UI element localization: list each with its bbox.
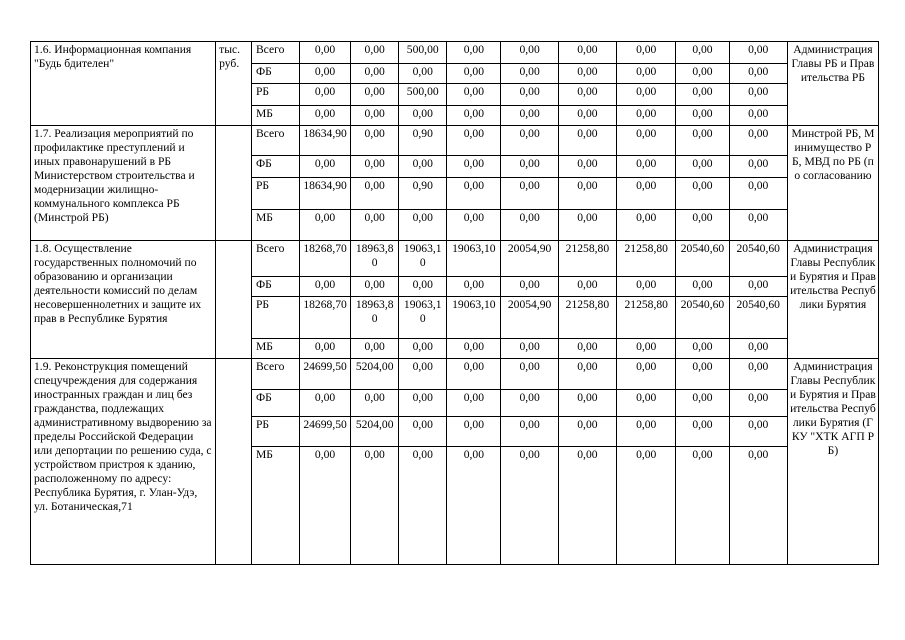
funding-source: МБ: [251, 210, 299, 241]
value-cell: 0,00: [300, 64, 351, 84]
funding-source: ФБ: [251, 390, 299, 417]
value-cell: 0,00: [501, 156, 558, 178]
value-cell: 20540,60: [729, 297, 787, 339]
table-body: [31, 42, 879, 565]
value-cell: 0,00: [676, 417, 729, 447]
value-cell: 0,00: [351, 106, 399, 126]
value-cell: 0,00: [351, 447, 399, 565]
value-cell: 0,00: [558, 42, 616, 64]
value-cell: 0,00: [617, 390, 676, 417]
value-cell: 0,00: [300, 42, 351, 64]
value-cell: 18268,70: [300, 241, 351, 277]
value-cell: 0,00: [351, 156, 399, 178]
value-cell: 0,00: [676, 359, 729, 390]
value-cell: 0,00: [558, 417, 616, 447]
value-cell: 0,00: [729, 210, 787, 241]
value-cell: 0,00: [558, 64, 616, 84]
value-cell: 0,00: [399, 417, 447, 447]
value-cell: 0,00: [617, 106, 676, 126]
value-cell: 0,00: [351, 84, 399, 106]
value-cell: 0,00: [501, 84, 558, 106]
value-cell: 0,00: [676, 277, 729, 297]
value-cell: 0,00: [447, 417, 501, 447]
value-cell: 0,00: [617, 447, 676, 565]
value-cell: 5204,00: [351, 417, 399, 447]
value-cell: 0,00: [617, 126, 676, 156]
value-cell: 20054,90: [501, 241, 558, 277]
value-cell: 0,00: [351, 210, 399, 241]
value-cell: 0,00: [300, 84, 351, 106]
executor-cell: Администрация Главы РБ и Правительства РБ: [787, 42, 878, 126]
value-cell: 0,00: [729, 359, 787, 390]
value-cell: 20540,60: [729, 241, 787, 277]
value-cell: 0,00: [617, 156, 676, 178]
value-cell: 0,00: [617, 417, 676, 447]
value-cell: 0,00: [351, 126, 399, 156]
value-cell: 0,00: [558, 178, 616, 210]
value-cell: 0,00: [447, 277, 501, 297]
value-cell: 0,00: [729, 84, 787, 106]
table-row: [31, 241, 879, 277]
value-cell: 0,00: [617, 64, 676, 84]
unit-cell: [216, 359, 252, 565]
value-cell: 0,00: [399, 359, 447, 390]
value-cell: 0,00: [300, 339, 351, 359]
unit-cell: тыс. руб.: [216, 42, 252, 126]
value-cell: 0,00: [617, 42, 676, 64]
funding-source: РБ: [251, 178, 299, 210]
value-cell: 0,00: [729, 178, 787, 210]
value-cell: 0,00: [351, 277, 399, 297]
value-cell: 0,00: [617, 277, 676, 297]
value-cell: 0,00: [558, 390, 616, 417]
value-cell: 0,00: [676, 447, 729, 565]
value-cell: 0,00: [351, 390, 399, 417]
value-cell: 0,00: [676, 339, 729, 359]
value-cell: 0,00: [501, 64, 558, 84]
value-cell: 0,00: [676, 106, 729, 126]
value-cell: 0,00: [300, 447, 351, 565]
funding-source: Всего: [251, 126, 299, 156]
value-cell: 0,00: [729, 106, 787, 126]
value-cell: 0,00: [676, 126, 729, 156]
value-cell: 0,00: [399, 339, 447, 359]
value-cell: 5204,00: [351, 359, 399, 390]
value-cell: 0,00: [501, 178, 558, 210]
value-cell: 0,00: [676, 210, 729, 241]
value-cell: 0,00: [447, 156, 501, 178]
value-cell: 19063,10: [399, 241, 447, 277]
funding-source: РБ: [251, 297, 299, 339]
executor-cell: Администрация Главы Республики Бурятия и Правительства Республики Бурятия: [787, 241, 878, 359]
value-cell: 20054,90: [501, 297, 558, 339]
executor-cell: Администрация Главы Республики Бурятия и Правительства Республики Бурятия (ГКУ "ХТК АГП РБ): [787, 359, 878, 565]
value-cell: 500,00: [399, 42, 447, 64]
funding-source: МБ: [251, 447, 299, 565]
value-cell: 0,00: [447, 390, 501, 417]
value-cell: 0,00: [351, 64, 399, 84]
funding-source: Всего: [251, 359, 299, 390]
value-cell: 0,00: [501, 390, 558, 417]
value-cell: 0,00: [447, 210, 501, 241]
table-row: [31, 42, 879, 64]
value-cell: 0,00: [501, 210, 558, 241]
value-cell: 0,00: [676, 84, 729, 106]
measure-name: 1.9. Реконструкция помещений спецучреждения для содержания иностранных граждан и лиц без гражданства, подлежащих административному выдворению за пределы Российской Федерации или депортации по решению суда, с устройством пристроя к зданию, расположенному по адресу: Республика Бурятия, г. Улан-Удэ, ул. Ботаническая,71: [31, 359, 216, 565]
value-cell: 18634,90: [300, 178, 351, 210]
value-cell: 21258,80: [617, 297, 676, 339]
funding-source: Всего: [251, 241, 299, 277]
value-cell: 0,00: [558, 277, 616, 297]
value-cell: 0,00: [558, 84, 616, 106]
value-cell: 19063,10: [447, 297, 501, 339]
value-cell: 0,00: [351, 42, 399, 64]
value-cell: 20540,60: [676, 241, 729, 277]
value-cell: 19063,10: [447, 241, 501, 277]
value-cell: 0,00: [501, 106, 558, 126]
value-cell: 0,00: [447, 339, 501, 359]
value-cell: 24699,50: [300, 417, 351, 447]
table-row: [31, 359, 879, 390]
value-cell: 0,00: [729, 339, 787, 359]
value-cell: 0,90: [399, 178, 447, 210]
value-cell: 0,00: [558, 359, 616, 390]
value-cell: 500,00: [399, 84, 447, 106]
funding-source: РБ: [251, 417, 299, 447]
executor-cell: Минстрой РБ, Минимущество РБ, МВД по РБ (по согласованию: [787, 126, 878, 241]
value-cell: 0,00: [558, 156, 616, 178]
value-cell: 20540,60: [676, 297, 729, 339]
value-cell: 0,00: [617, 359, 676, 390]
value-cell: 0,00: [501, 359, 558, 390]
value-cell: 0,00: [351, 339, 399, 359]
value-cell: 18634,90: [300, 126, 351, 156]
value-cell: 0,00: [447, 42, 501, 64]
value-cell: 0,00: [501, 126, 558, 156]
value-cell: 0,00: [676, 42, 729, 64]
value-cell: 0,00: [300, 210, 351, 241]
value-cell: 0,00: [501, 417, 558, 447]
measure-name: 1.7. Реализация мероприятий по профилактике преступлений и иных правонарушений в РБ Министерством строительства и модернизации жилищно-коммунального комплекса РБ (Минстрой РБ): [31, 126, 216, 241]
value-cell: 0,00: [501, 277, 558, 297]
unit-cell: [216, 241, 252, 359]
value-cell: 0,00: [351, 178, 399, 210]
value-cell: 0,00: [399, 277, 447, 297]
value-cell: 0,00: [729, 390, 787, 417]
measure-name: 1.8. Осуществление государственных полномочий по образованию и организации деятельности комиссий по делам несовершеннолетних и защите их прав в Республике Бурятия: [31, 241, 216, 359]
funding-source: Всего: [251, 42, 299, 64]
value-cell: 0,00: [729, 447, 787, 565]
value-cell: 0,00: [729, 64, 787, 84]
value-cell: 0,00: [501, 42, 558, 64]
value-cell: 0,00: [676, 178, 729, 210]
value-cell: 21258,80: [558, 241, 616, 277]
value-cell: 0,90: [399, 126, 447, 156]
value-cell: 0,00: [399, 210, 447, 241]
funding-source: ФБ: [251, 156, 299, 178]
value-cell: 0,00: [617, 210, 676, 241]
measure-name: 1.6. Информационная компания "Будь бдителен": [31, 42, 216, 126]
value-cell: 0,00: [558, 339, 616, 359]
value-cell: 0,00: [558, 106, 616, 126]
value-cell: 0,00: [558, 447, 616, 565]
value-cell: 0,00: [617, 339, 676, 359]
value-cell: 0,00: [558, 126, 616, 156]
value-cell: 0,00: [300, 106, 351, 126]
value-cell: 0,00: [300, 390, 351, 417]
value-cell: 0,00: [676, 64, 729, 84]
value-cell: 0,00: [399, 156, 447, 178]
value-cell: 0,00: [729, 42, 787, 64]
value-cell: 0,00: [399, 64, 447, 84]
budget-table: [30, 41, 879, 565]
value-cell: 0,00: [399, 106, 447, 126]
table-row: [31, 126, 879, 156]
value-cell: 0,00: [501, 339, 558, 359]
value-cell: 0,00: [447, 359, 501, 390]
value-cell: 0,00: [729, 126, 787, 156]
value-cell: 0,00: [729, 417, 787, 447]
value-cell: 0,00: [300, 277, 351, 297]
value-cell: 0,00: [399, 447, 447, 565]
value-cell: 21258,80: [558, 297, 616, 339]
value-cell: 0,00: [447, 126, 501, 156]
value-cell: 18963,80: [351, 241, 399, 277]
value-cell: 0,00: [558, 210, 616, 241]
value-cell: 0,00: [447, 84, 501, 106]
value-cell: 18268,70: [300, 297, 351, 339]
value-cell: 0,00: [447, 447, 501, 565]
value-cell: 0,00: [676, 156, 729, 178]
value-cell: 0,00: [447, 106, 501, 126]
value-cell: 0,00: [399, 390, 447, 417]
value-cell: 0,00: [447, 64, 501, 84]
value-cell: 19063,10: [399, 297, 447, 339]
unit-cell: [216, 126, 252, 241]
value-cell: 21258,80: [617, 241, 676, 277]
funding-source: ФБ: [251, 64, 299, 84]
value-cell: 0,00: [617, 178, 676, 210]
value-cell: 0,00: [617, 84, 676, 106]
value-cell: 0,00: [447, 178, 501, 210]
funding-source: МБ: [251, 339, 299, 359]
value-cell: 0,00: [300, 156, 351, 178]
funding-source: ФБ: [251, 277, 299, 297]
value-cell: 0,00: [729, 156, 787, 178]
value-cell: 0,00: [676, 390, 729, 417]
value-cell: 0,00: [729, 277, 787, 297]
funding-source: РБ: [251, 84, 299, 106]
value-cell: 18963,80: [351, 297, 399, 339]
value-cell: 24699,50: [300, 359, 351, 390]
funding-source: МБ: [251, 106, 299, 126]
value-cell: 0,00: [501, 447, 558, 565]
